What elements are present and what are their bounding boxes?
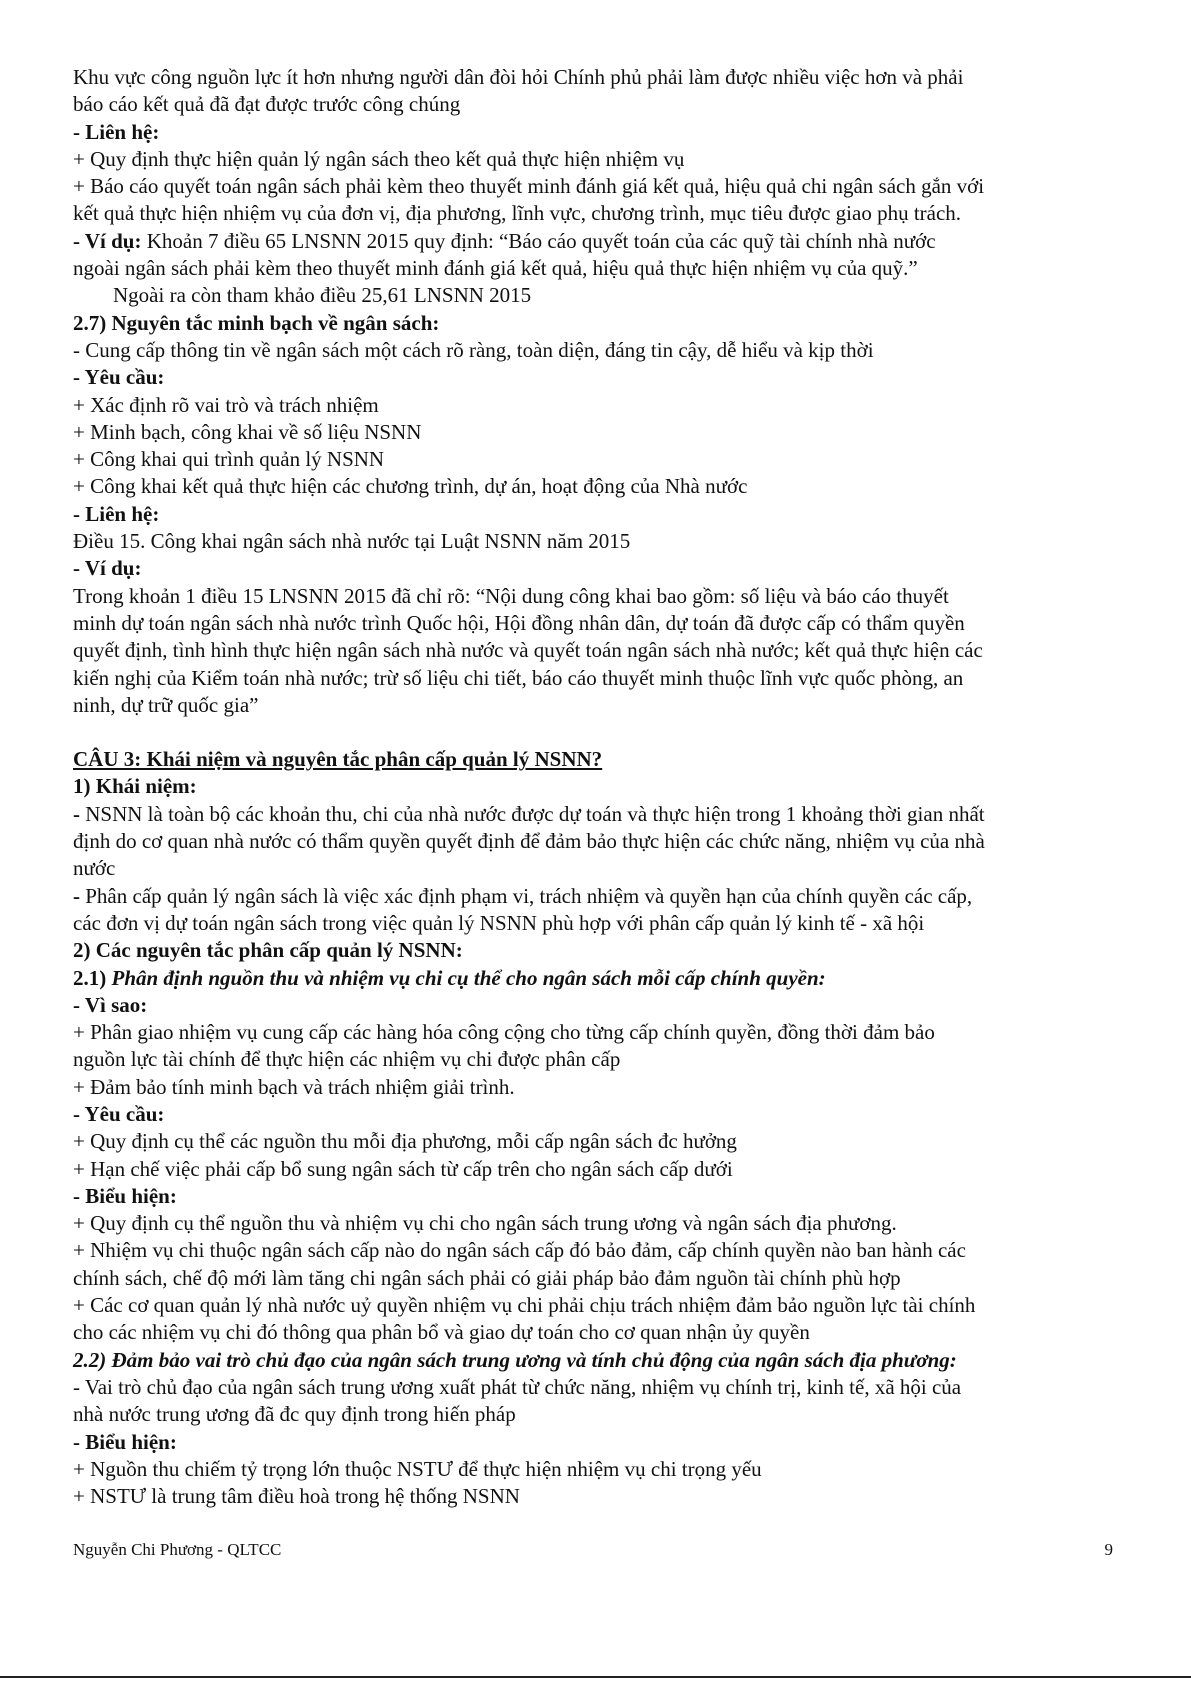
label-lien-he: - Liên hệ: xyxy=(73,501,160,526)
page-number: 9 xyxy=(1104,1540,1113,1559)
text-line: chính sách, chế độ mới làm tăng chi ngân sách phải có giải pháp bảo đảm nguồn tài chính phù hợp xyxy=(73,1265,901,1290)
document-page xyxy=(73,64,1123,1510)
example-line xyxy=(73,228,1123,255)
text-line: các đơn vị dự toán ngân sách trong việc quản lý NSNN phù hợp với phân cấp quản lý kinh tế - xã hội xyxy=(73,910,925,935)
subsection-number: 2.1) xyxy=(73,965,107,990)
text-line: + Xác định rõ vai trò và trách nhiệm xyxy=(73,392,379,417)
bullet-dash: - xyxy=(73,801,80,826)
text-line: ninh, dự trữ quốc gia” xyxy=(73,692,259,717)
text-line: + Nhiệm vụ chi thuộc ngân sách cấp nào do ngân sách cấp đó bảo đảm, cấp chính quyền nào ban hành các xyxy=(73,1238,966,1263)
subsection-heading: 2.2) Đảm bảo vai trò chủ đạo của ngân sách trung ương và tính chủ động của ngân sách địa phương: xyxy=(73,1347,957,1372)
text-line xyxy=(73,883,1123,910)
text-line: + NSTƯ là trung tâm điều hoà trong hệ thống NSNN xyxy=(73,1484,520,1509)
text-line: kiến nghị của Kiểm toán nhà nước; trừ số liệu chi tiết, báo cáo thuyết minh thuộc lĩnh vực quốc phòng, an xyxy=(73,665,964,690)
text-line: định do cơ quan nhà nước có thẩm quyền quyết định để đảm bảo thực hiện các chức năng, nhiệm vụ của nhà xyxy=(73,829,985,854)
text-line: ngoài ngân sách phải kèm theo thuyết minh đánh giá kết quả, hiệu quả thực hiện nhiệm vụ của quỹ.” xyxy=(73,256,918,281)
text-line: báo cáo kết quả đã đạt được trước công chúng xyxy=(73,92,461,117)
spacer xyxy=(73,719,1123,746)
label-yeu-cau: - Yêu cầu: xyxy=(73,1101,165,1126)
text-line xyxy=(73,801,1123,828)
text-line: + Quy định cụ thể các nguồn thu mỗi địa phương, mỗi cấp ngân sách đc hưởng xyxy=(73,1129,737,1154)
text-line: + Quy định thực hiện quản lý ngân sách theo kết quả thực hiện nhiệm vụ xyxy=(73,146,685,171)
text-line: + Quy định cụ thể nguồn thu và nhiệm vụ chi cho ngân sách trung ương và ngân sách địa phương. xyxy=(73,1211,897,1236)
section-heading: 2.7) Nguyên tắc minh bạch về ngân sách: xyxy=(73,310,440,335)
text-line-part: NSNN là toàn bộ các khoản thu, chi của nhà nước được dự toán và thực hiện trong 1 khoảng thời gian nhất xyxy=(80,801,985,826)
text-line: + Đảm bảo tính minh bạch và trách nhiệm giải trình. xyxy=(73,1074,515,1099)
label-vi-du: - Ví dụ: xyxy=(73,556,142,581)
text-line: nước xyxy=(73,856,116,881)
text-line: + Công khai qui trình quản lý NSNN xyxy=(73,447,385,472)
question-heading: CÂU 3: Khái niệm và nguyên tắc phân cấp quản lý NSNN? xyxy=(73,747,603,772)
text-line: nhà nước trung ương đã đc quy định trong hiến pháp xyxy=(73,1402,516,1427)
text-line: Điều 15. Công khai ngân sách nhà nước tại Luật NSNN năm 2015 xyxy=(73,529,631,554)
label-yeu-cau: - Yêu cầu: xyxy=(73,365,165,390)
text-line: Trong khoản 1 điều 15 LNSNN 2015 đã chỉ rõ: “Nội dung công khai bao gồm: số liệu và báo cáo thuyết xyxy=(73,583,949,608)
text-line: + Phân giao nhiệm vụ cung cấp các hàng hóa công cộng cho từng cấp chính quyền, đồng thời đảm bảo xyxy=(73,1020,935,1045)
text-line: + Minh bạch, công khai về số liệu NSNN xyxy=(73,419,422,444)
text-line: nguồn lực tài chính để thực hiện các nhiệm vụ chi được phân cấp xyxy=(73,1047,621,1072)
text-line: cho các nhiệm vụ chi đó thông qua phân bổ và giao dự toán cho cơ quan nhận ủy quyền xyxy=(73,1320,810,1345)
text-line-part: Phân cấp quản lý ngân sách là việc xác định phạm vi, trách nhiệm và quyền hạn của chính quyền các cấp, xyxy=(80,883,973,908)
text-line: + Công khai kết quả thực hiện các chương trình, dự án, hoạt động của Nhà nước xyxy=(73,474,748,499)
subsection-title: Phân định nguồn thu và nhiệm vụ chi cụ thể cho ngân sách mỗi cấp chính quyền: xyxy=(106,965,826,990)
label-vi-sao: - Vì sao: xyxy=(73,992,148,1017)
text-line: quyết định, tình hình thực hiện ngân sách nhà nước và quyết toán ngân sách nhà nước; kết quả thực hiện các xyxy=(73,638,983,663)
text-line: + Hạn chế việc phải cấp bổ sung ngân sách từ cấp trên cho ngân sách cấp dưới xyxy=(73,1156,733,1181)
label-bieu-hien: - Biểu hiện: xyxy=(73,1183,177,1208)
text-line: - Vai trò chủ đạo của ngân sách trung ương xuất phát từ chức năng, nhiệm vụ chính trị, kinh tế, xã hội của xyxy=(73,1374,962,1399)
label-lien-he: - Liên hệ: xyxy=(73,119,160,144)
text-line: + Báo cáo quyết toán ngân sách phải kèm theo thuyết minh đánh giá kết quả, hiệu quả chi ngân sách gắn với xyxy=(73,174,985,199)
text-line: + Các cơ quan quản lý nhà nước uỷ quyền nhiệm vụ chi phải chịu trách nhiệm đảm bảo nguồn lực tài chính xyxy=(73,1293,976,1318)
text-line: + Nguồn thu chiếm tỷ trọng lớn thuộc NSTƯ để thực hiện nhiệm vụ chi trọng yếu xyxy=(73,1456,762,1481)
bullet-dash: - xyxy=(73,883,80,908)
label-vi-du: - Ví dụ: xyxy=(73,228,142,253)
page-bottom-rule xyxy=(0,1676,1191,1678)
footer-author: Nguyễn Chi Phương - QLTCC xyxy=(73,1540,282,1559)
section-heading: 2) Các nguyên tắc phân cấp quản lý NSNN: xyxy=(73,938,463,963)
text-line: Khu vực công nguồn lực ít hơn nhưng người dân đòi hỏi Chính phủ phải làm được nhiều việc hơn và phải xyxy=(73,65,964,89)
subsection-heading xyxy=(73,965,1123,992)
section-heading: 1) Khái niệm: xyxy=(73,774,197,799)
text-line: minh dự toán ngân sách nhà nước trình Quốc hội, Hội đồng nhân dân, dự toán đã được cấp có thẩm quyền xyxy=(73,610,965,635)
text-line: Ngoài ra còn tham khảo điều 25,61 LNSNN 2015 xyxy=(113,283,532,308)
text-line: - Cung cấp thông tin về ngân sách một cách rõ ràng, toàn diện, đáng tin cậy, dễ hiểu và kịp thời xyxy=(73,337,874,362)
text-line: Khoản 7 điều 65 LNSNN 2015 quy định: “Báo cáo quyết toán của các quỹ tài chính nhà nước xyxy=(141,228,936,253)
text-line: kết quả thực hiện nhiệm vụ của đơn vị, địa phương, lĩnh vực, chương trình, mục tiêu được giao phụ trách. xyxy=(73,201,962,226)
label-bieu-hien: - Biểu hiện: xyxy=(73,1429,177,1454)
page-footer xyxy=(73,1540,1113,1560)
